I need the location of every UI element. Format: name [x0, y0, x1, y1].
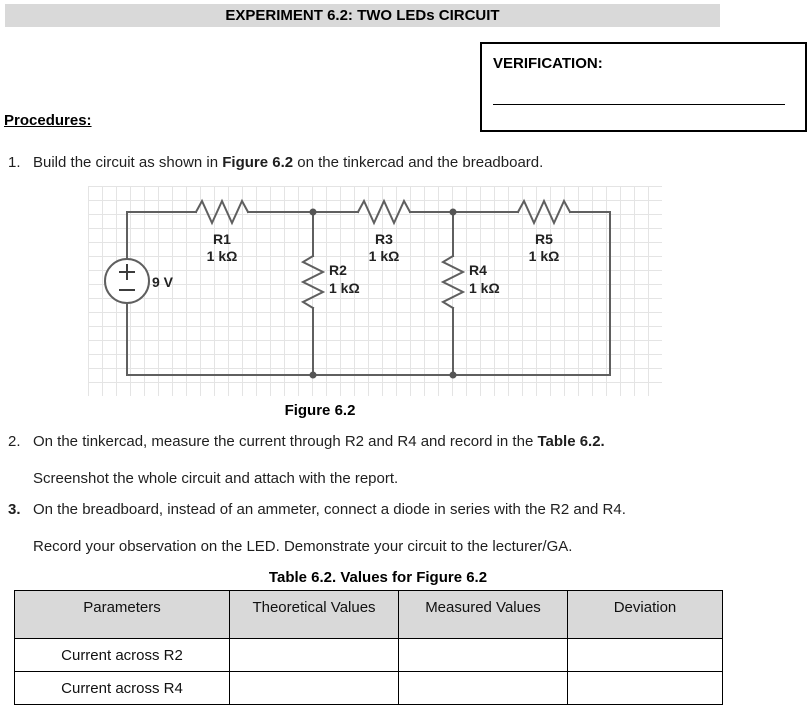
resistor-r4	[443, 256, 463, 308]
resistor-r1-value: 1 kΩ	[206, 248, 238, 264]
step-1-text: Build the circuit as shown in	[33, 154, 223, 171]
step-2-bold-table-ref: Table 6.2.	[537, 433, 605, 450]
verification-blank-line	[493, 104, 785, 105]
resistor-r2-value: 1 kΩ	[329, 280, 360, 296]
table-header-deviation: Deviation	[568, 591, 723, 639]
table-header-theoretical: Theoretical Values	[230, 591, 399, 639]
circuit-diagram	[88, 186, 662, 396]
row-measured-cell	[399, 672, 568, 705]
table-header-measured: Measured Values	[399, 591, 568, 639]
values-table	[14, 590, 723, 705]
figure-caption: Figure 6.2	[284, 402, 356, 419]
junction-dot	[310, 372, 317, 379]
resistor-r1-label: R1	[213, 231, 231, 247]
step-2-text: On the tinkercad, measure the current through R2 and R4 and record in the	[33, 433, 538, 450]
row-deviation-cell	[568, 672, 723, 705]
document-title: EXPERIMENT 6.2: TWO LEDs CIRCUIT	[5, 4, 720, 27]
resistor-r5-label: R5	[535, 231, 553, 247]
table-caption: Table 6.2. Values for Figure 6.2	[268, 569, 488, 586]
resistor-r4-label: R4	[469, 262, 487, 278]
resistor-r5	[518, 201, 570, 223]
row-theoretical-cell	[230, 639, 399, 672]
step-1	[8, 154, 543, 171]
verification-box	[480, 42, 807, 132]
resistor-r2-label: R2	[329, 262, 347, 278]
junction-dot	[450, 209, 457, 216]
resistor-r4-value: 1 kΩ	[469, 280, 500, 296]
step-2-continuation: Screenshot the whole circuit and attach with the report.	[33, 470, 399, 487]
step-3-continuation: Record your observation on the LED. Demonstrate your circuit to the lecturer/GA.	[33, 538, 573, 555]
resistor-r1	[196, 201, 248, 223]
junction-dot	[450, 372, 457, 379]
resistor-r5-value: 1 kΩ	[528, 248, 560, 264]
step-1-number: 1.	[8, 154, 21, 171]
step-3-number: 3.	[8, 501, 21, 518]
circuit-svg	[88, 186, 662, 396]
row-theoretical-cell	[230, 672, 399, 705]
table-header-row	[15, 591, 723, 639]
step-1-bold-figure-ref: Figure 6.2	[222, 154, 294, 171]
step-2-number: 2.	[8, 433, 21, 450]
table-row	[15, 672, 723, 705]
resistor-r2	[303, 256, 323, 308]
junction-dot	[310, 209, 317, 216]
resistor-r3-value: 1 kΩ	[368, 248, 400, 264]
procedures-heading: Procedures:	[4, 112, 92, 129]
step-1-text-2: on the tinkercad and the breadboard.	[293, 154, 544, 171]
resistor-r3	[358, 201, 410, 223]
row-measured-cell	[399, 639, 568, 672]
step-3	[8, 501, 626, 518]
step-3-text: On the breadboard, instead of an ammeter, connect a diode in series with the R2 and R4.	[33, 501, 626, 518]
step-2	[8, 433, 605, 450]
row-parameter: Current across R2	[15, 639, 230, 672]
row-deviation-cell	[568, 639, 723, 672]
verification-label: VERIFICATION:	[493, 55, 603, 72]
source-label: 9 V	[152, 274, 174, 290]
row-parameter: Current across R4	[15, 672, 230, 705]
resistor-r3-label: R3	[375, 231, 393, 247]
table-row	[15, 639, 723, 672]
table-header-parameters: Parameters	[15, 591, 230, 639]
